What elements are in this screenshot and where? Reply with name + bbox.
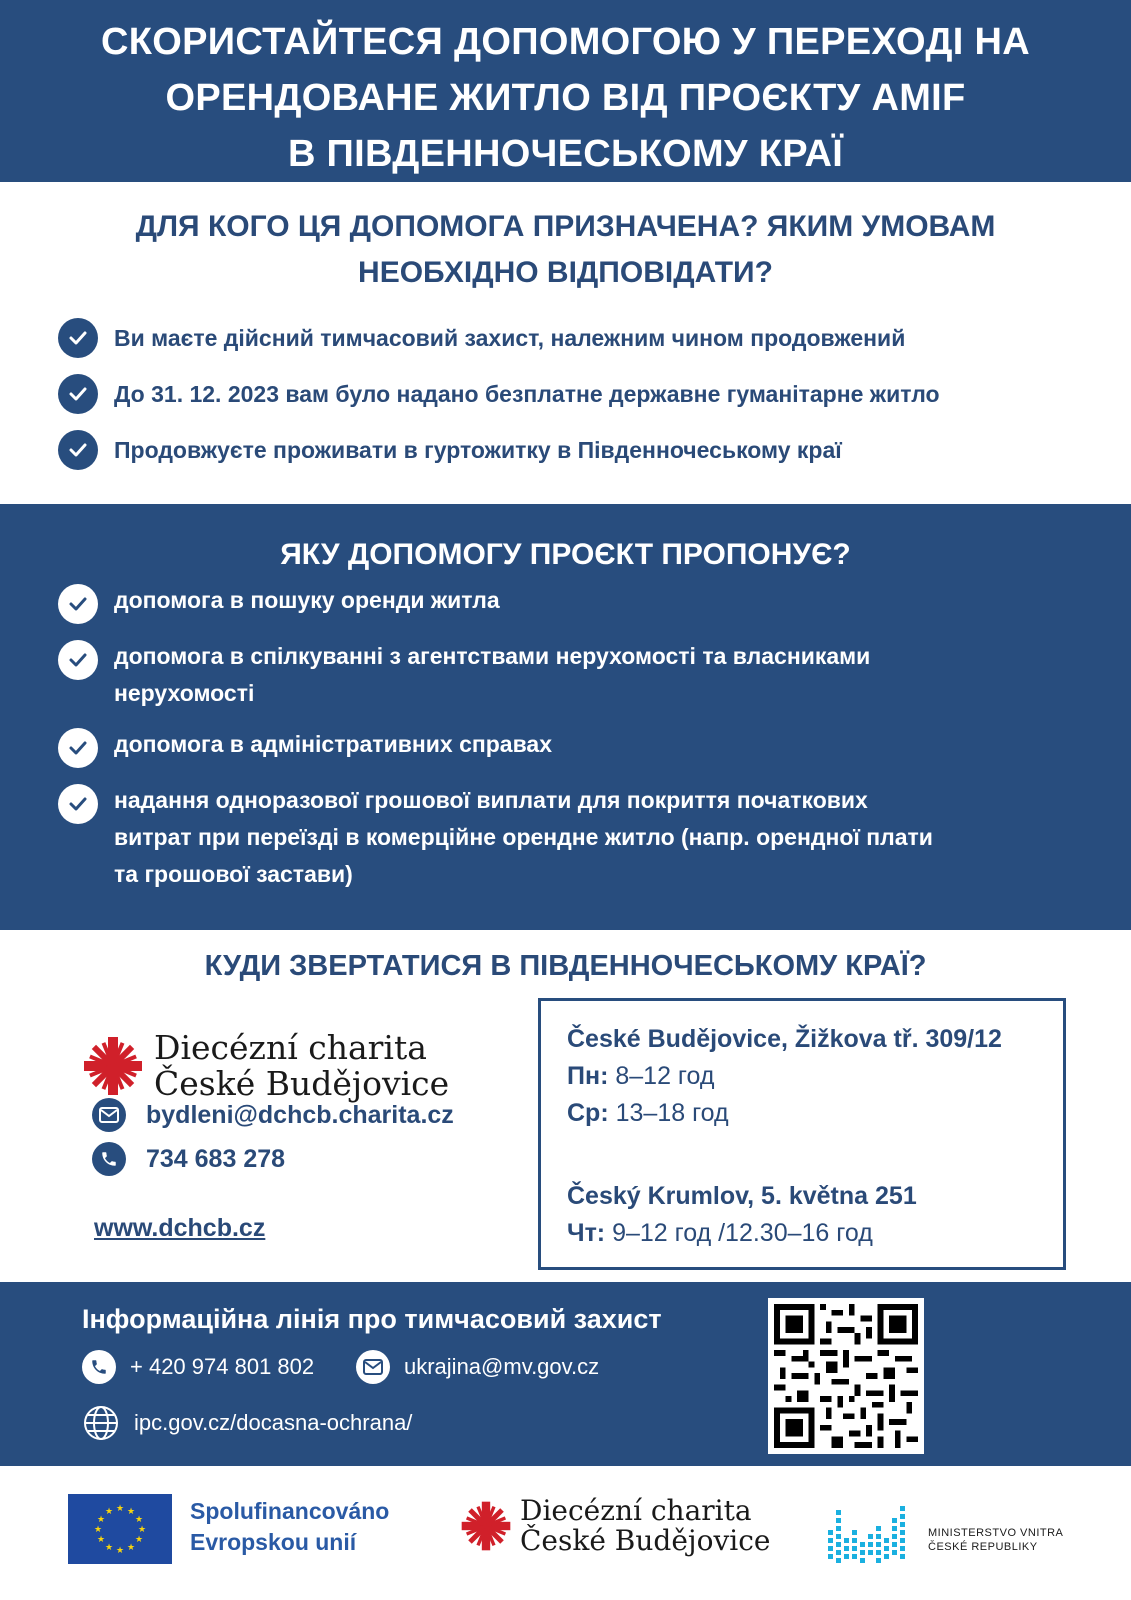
offer-item-text: допомога в пошуку оренди житла (114, 587, 500, 613)
offer-item-text: допомога в адміністративних справах (114, 731, 553, 757)
offer-title: ЯКУ ДОПОМОГУ ПРОЄКТ ПРОПОНУЄ? (280, 538, 851, 571)
eligibility-item (58, 310, 940, 366)
eligibility-item-text: До 31. 12. 2023 вам було надано безплатне державне гуманітарне житло (114, 380, 940, 407)
spacer (567, 1132, 1037, 1178)
charity-name-line2: České Budějovice (154, 1064, 450, 1103)
caritas-cross-icon (460, 1500, 512, 1552)
info-web[interactable] (82, 1404, 412, 1442)
mail-icon (356, 1350, 390, 1384)
svg-text:★: ★ (104, 1543, 114, 1553)
check-icon (58, 728, 98, 768)
phone-contact[interactable] (92, 1142, 285, 1176)
office-hours-box (538, 998, 1066, 1270)
check-icon (58, 430, 98, 470)
day-label: Ср: (567, 1099, 609, 1127)
footer-charity-line1: Diecézní charita (520, 1494, 752, 1527)
header-title-line2: ОРЕНДОВАНЕ ЖИТЛО ВІД ПРОЄКТУ AMIF (165, 77, 966, 119)
eligibility-title-line2: НЕОБХІДНО ВІДПОВІДАТИ? (358, 256, 773, 289)
ministry-line1: MINISTERSTVO VNITRA (928, 1527, 1064, 1539)
phone-icon (92, 1142, 126, 1176)
footer-charity-name (520, 1496, 770, 1556)
charity-name-line1: Diecézní charita (154, 1028, 427, 1067)
offer-item (58, 640, 1058, 712)
svg-text:★: ★ (126, 1543, 136, 1553)
footer-charity-logo (460, 1496, 770, 1556)
eligibility-section (0, 182, 1131, 504)
info-phone-number[interactable]: + 420 974 801 802 (130, 1354, 315, 1379)
eu-text-line1: Spolufinancováno (190, 1498, 390, 1524)
office2-hours-thu (567, 1215, 1037, 1252)
svg-text:★: ★ (96, 1515, 106, 1525)
hours-value: 8–12 год (608, 1062, 715, 1090)
svg-text:★: ★ (126, 1507, 136, 1517)
svg-text:★: ★ (115, 1504, 125, 1514)
eu-text-line2: Evropskou unií (190, 1529, 357, 1555)
offer-item (58, 784, 1058, 893)
charity-logo (82, 1030, 449, 1102)
eu-flag-icon (68, 1494, 172, 1564)
caritas-cross-icon (82, 1035, 144, 1097)
offer-item (58, 728, 1058, 768)
info-email[interactable] (356, 1350, 599, 1384)
office2-address: Český Krumlov, 5. května 251 (567, 1182, 917, 1210)
svg-text:★: ★ (134, 1535, 144, 1545)
eligibility-title-line1: ДЛЯ КОГО ЦЯ ДОПОМОГА ПРИЗНАЧЕНА? ЯКИМ УМОВАМ (135, 210, 996, 243)
svg-text:★: ★ (115, 1546, 125, 1556)
offer-item-text: надання одноразової грошової виплати для покриття початкових витрат при переїзді в комерційне орендне житло (напр. орендної плати та грошової застави) (114, 787, 933, 887)
info-line-title: Інформаційна лінія про тимчасовий захист (82, 1304, 662, 1334)
check-icon (58, 374, 98, 414)
svg-text:★: ★ (96, 1535, 106, 1545)
footer-charity-line2: České Budějovice (520, 1524, 771, 1557)
qr-code-image (774, 1304, 918, 1448)
offer-section (0, 504, 1131, 930)
svg-text:★: ★ (104, 1507, 114, 1517)
day-label: Пн: (567, 1062, 609, 1090)
check-icon (58, 584, 98, 624)
eligibility-title (0, 182, 1131, 296)
check-icon (58, 640, 98, 680)
email-contact[interactable] (92, 1098, 454, 1132)
eligibility-list (58, 310, 940, 478)
website-link[interactable]: www.dchcb.cz (94, 1214, 266, 1242)
hours-value: 13–18 год (608, 1099, 729, 1127)
mail-icon (92, 1098, 126, 1132)
info-line-section (0, 1282, 1131, 1466)
contact-section (0, 930, 1131, 1282)
offer-item (58, 584, 1058, 624)
eligibility-item-text: Ви маєте дійсний тимчасовий захист, належним чином продовжений (114, 324, 906, 351)
info-phone[interactable] (82, 1350, 314, 1384)
qr-code[interactable] (768, 1298, 924, 1454)
hours-value: 9–12 год /12.30–16 год (605, 1219, 873, 1247)
check-icon (58, 784, 98, 824)
globe-icon (82, 1404, 120, 1442)
day-label: Чт: (567, 1219, 606, 1247)
contact-title: КУДИ ЗВЕРТАТИСЯ В ПІВДЕННОЧЕСЬКОМУ КРАЇ? (204, 950, 927, 982)
email-link[interactable]: bydleni@dchcb.charita.cz (146, 1100, 454, 1129)
ministry-logo-icon (828, 1502, 918, 1571)
ministry-line2: ČESKÉ REPUBLIKY (928, 1541, 1038, 1553)
office1-hours-mon (567, 1058, 1037, 1095)
phone-number[interactable]: 734 683 278 (146, 1144, 286, 1173)
info-email-address[interactable]: ukrajina@mv.gov.cz (404, 1354, 600, 1379)
svg-text:★: ★ (137, 1525, 147, 1535)
footer-logos (0, 1466, 1131, 1600)
info-web-link[interactable]: ipc.gov.cz/docasna-ochrana/ (134, 1410, 413, 1435)
eligibility-item (58, 366, 940, 422)
header-banner (0, 0, 1131, 182)
eu-cofinanced-text (190, 1496, 389, 1558)
office1-hours-wed (567, 1095, 1037, 1132)
check-icon (58, 318, 98, 358)
offer-list (58, 584, 1058, 909)
eligibility-item (58, 422, 940, 478)
header-title-line3: В ПІВДЕННОЧЕСЬКОМУ КРАЇ (287, 133, 844, 175)
office1-address: České Budějovice, Žižkova tř. 309/12 (567, 1025, 1002, 1053)
eligibility-item-text: Продовжуєте проживати в гуртожитку в Південночеському краї (114, 436, 842, 463)
charity-logo-name (154, 1030, 449, 1102)
ministry-name (928, 1526, 1063, 1554)
phone-icon (82, 1350, 116, 1384)
svg-text:★: ★ (93, 1525, 103, 1535)
header-title-line1: СКОРИСТАЙТЕСЯ ДОПОМОГОЮ У ПЕРЕХОДІ НА (101, 21, 1030, 63)
svg-text:★: ★ (134, 1515, 144, 1525)
offer-item-text: допомога в спілкуванні з агентствами нерухомості та власниками нерухомості (114, 643, 871, 706)
